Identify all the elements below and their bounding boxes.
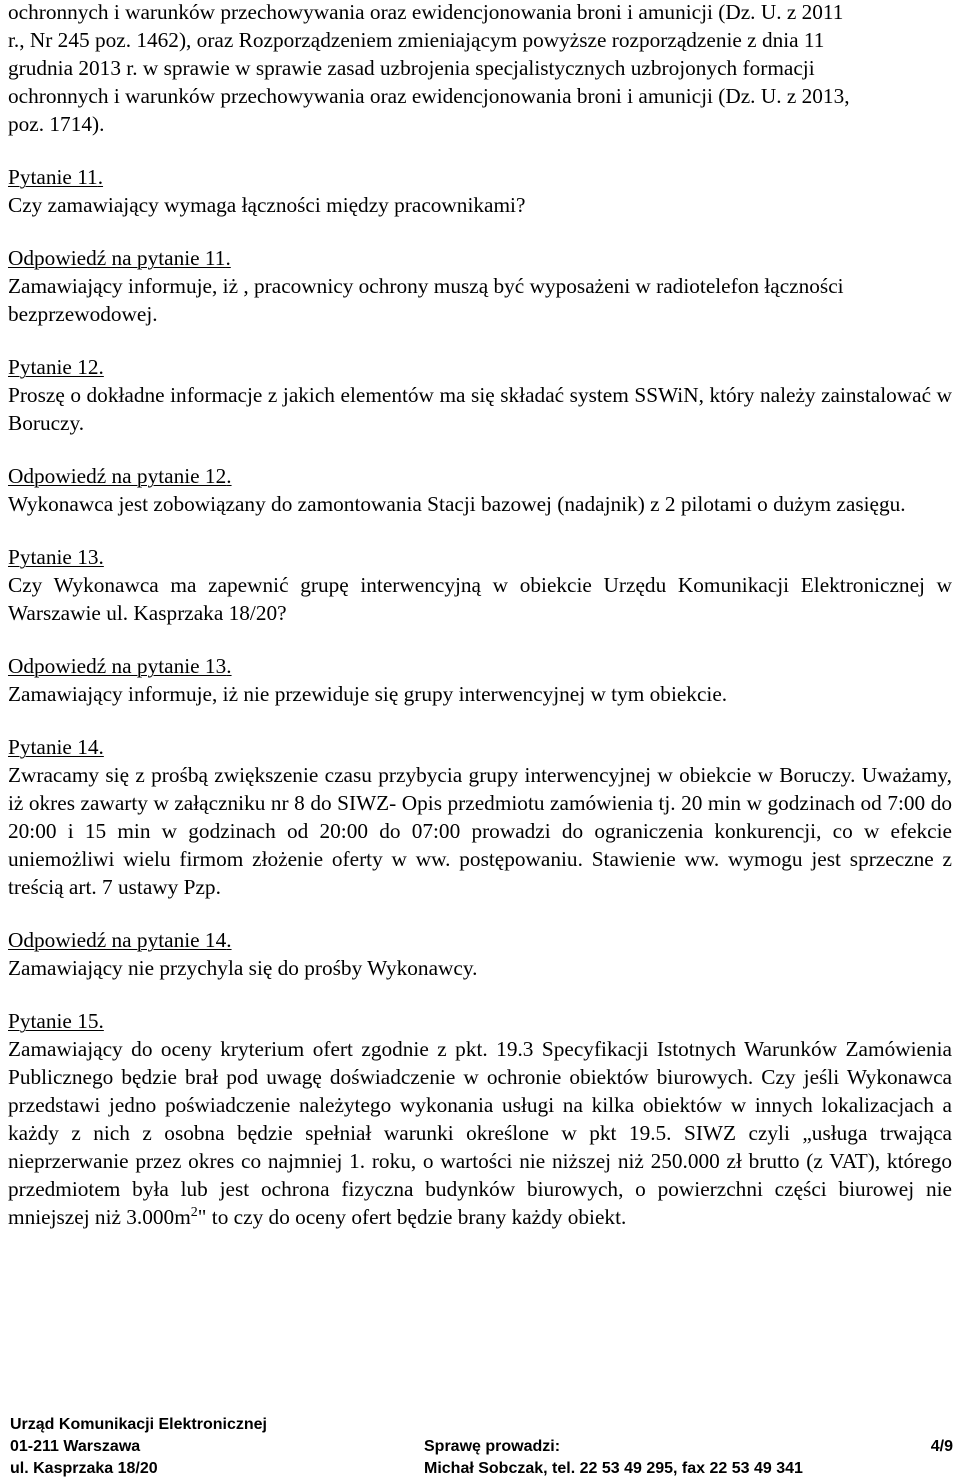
- footer-postal: 01-211 Warszawa: [10, 1438, 141, 1455]
- answer-label: Odpowiedź na pytanie 12.: [8, 464, 232, 488]
- question-text-tail: " to czy do oceny ofert będzie brany każdy obiekt.: [197, 1205, 627, 1229]
- footer-address: [10, 1414, 390, 1480]
- page-number: 4/9: [930, 1438, 953, 1455]
- footer-org: Urząd Komunikacji Elektronicznej: [10, 1416, 267, 1433]
- answer-text: Zamawiający informuje, iż , pracownicy ochrony muszą być wyposażeni w radiotelefon łączności bezprzewodowej.: [8, 274, 844, 326]
- intro-paragraph: [8, 0, 952, 138]
- question-label: Pytanie 13.: [8, 545, 104, 569]
- document-body: [8, 0, 952, 1231]
- question-label: Pytanie 14.: [8, 735, 104, 759]
- intro-line: ochronnych i warunków przechowywania oraz ewidencjonowania broni i amunicji (Dz. U. z 2013,: [8, 84, 850, 108]
- question-text: [8, 1035, 952, 1231]
- answer-label: Odpowiedź na pytanie 14.: [8, 928, 232, 952]
- question-label: Pytanie 11.: [8, 165, 104, 189]
- question-label: Pytanie 12.: [8, 355, 104, 379]
- footer-handler: Michał Sobczak, tel. 22 53 49 295, fax 22 53 49 341: [424, 1460, 803, 1477]
- answer-label: Odpowiedź na pytanie 13.: [8, 654, 232, 678]
- answer-text: Zamawiający informuje, iż nie przewiduje się grupy interwencyjnej w tym obiekcie.: [8, 682, 728, 706]
- question-text-body: Zamawiający do oceny kryterium ofert zgodnie z pkt. 19.3 Specyfikacji Istotnych Warunków Zamówienia Publicznego będzie brał pod uwagę doświadczenie w ochronie obiektów biurowych. Czy jeśli Wykonawca przedstawi jedno poświadczenie należytego wykonania usługi na kilka obiektów w innych lokalizacjach a każdy z nich z osobna będzie spełniał warunki określone w pkt 19.5. SIWZ czyli „usługa trwająca nieprzerwanie przez okres co najmniej 1. roku, o wartości nie niższej niż 250.000 zł brutto (z VAT), którego przedmiotem była lub jest ochrona fizyczna budynków biurowych, o powierzchni części biurowej nie mniejszej niż 3.000m: [8, 1037, 952, 1229]
- intro-line: poz. 1714).: [8, 112, 105, 136]
- superscript: 2: [190, 1205, 198, 1220]
- footer-handler-label: Sprawę prowadzi:: [424, 1438, 561, 1455]
- question-text: Czy Wykonawca ma zapewnić grupę interwencyjną w obiekcie Urzędu Komunikacji Elektronicznej w Warszawie ul. Kasprzaka 18/20?: [8, 573, 952, 625]
- question-label: Pytanie 15.: [8, 1009, 104, 1033]
- answer-text: Zamawiający nie przychyla się do prośby Wykonawcy.: [8, 956, 478, 980]
- answer-text: Wykonawca jest zobowiązany do zamontowania Stacji bazowej (nadajnik) z 2 pilotami o dużym zasięgu.: [8, 492, 906, 516]
- question-text: Zwracamy się z prośbą zwiększenie czasu przybycia grupy interwencyjnej w obiekcie w Boruczy. Uważamy, iż okres zawarty w załączniku nr 8 do SIWZ- Opis przedmiotu zamówienia tj. 20 min w godzinach od 7:00 do 20:00 i 15 min w godzinach od 20:00 do 07:00 prowadzi do ograniczenia konkurencji, co w efekcie uniemożliwi wielu firmom złożenie oferty w ww. postępowaniu. Stawienie ww. wymogu jest sprzeczne z treścią art. 7 ustawy Pzp.: [8, 763, 952, 899]
- answer-label: Odpowiedź na pytanie 11.: [8, 246, 231, 270]
- footer-contact: [424, 1436, 844, 1480]
- question-text: Proszę o dokładne informacje z jakich elementów ma się składać system SSWiN, który należy zainstalować w Boruczy.: [8, 383, 952, 435]
- question-text: Czy zamawiający wymaga łączności między pracownikami?: [8, 193, 526, 217]
- intro-line: ochronnych i warunków przechowywania oraz ewidencjonowania broni i amunicji (Dz. U. z 2011: [8, 0, 844, 24]
- footer-street: ul. Kasprzaka 18/20: [10, 1460, 158, 1477]
- intro-line: grudnia 2013 r. w sprawie w sprawie zasad uzbrojenia specjalistycznych uzbrojonych formacji: [8, 56, 815, 80]
- intro-line: r., Nr 245 poz. 1462), oraz Rozporządzeniem zmieniającym powyższe rozporządzenie z dnia 11: [8, 28, 825, 52]
